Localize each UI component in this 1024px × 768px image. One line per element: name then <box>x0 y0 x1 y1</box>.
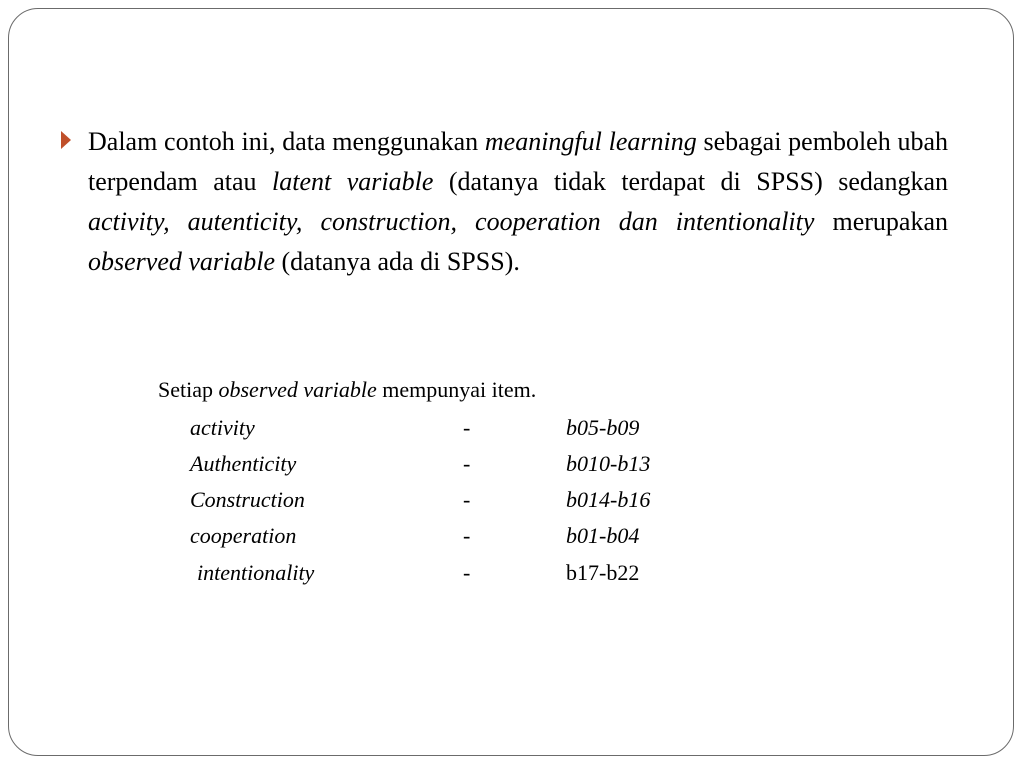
bullet-arrow-icon <box>61 131 71 149</box>
bullet-segment: sebagai pemboleh ubah terpendam atau <box>88 127 948 196</box>
bullet-segment-italic: observed variable <box>88 247 276 276</box>
item-dash: - <box>463 451 471 476</box>
item-name: Construction <box>190 487 305 512</box>
bullet-segment-italic: activity, autenticity, construction, cooperation dan intentionality <box>88 207 815 236</box>
bullet-segment: merupakan <box>814 207 948 236</box>
bullet-segment-italic: latent variable <box>272 167 434 196</box>
items-intro <box>158 374 536 406</box>
item-range: b17-b22 <box>566 560 640 585</box>
bullet-paragraph <box>66 122 948 282</box>
intro-italic: observed variable <box>218 377 377 402</box>
item-name: activity <box>190 415 255 440</box>
item-row <box>0 446 1024 482</box>
item-dash: - <box>463 415 471 440</box>
bullet-segment: (datanya tidak terdapat di SPSS) sedangkan <box>433 167 948 196</box>
item-row <box>0 518 1024 554</box>
intro-prefix: Setiap <box>158 377 219 402</box>
item-name: cooperation <box>190 523 297 548</box>
item-dash: - <box>463 560 471 585</box>
item-range: b010-b13 <box>566 451 651 476</box>
bullet-text <box>88 122 948 282</box>
item-row <box>0 410 1024 446</box>
item-name: Authenticity <box>190 451 297 476</box>
item-dash: - <box>463 487 471 512</box>
item-dash: - <box>463 523 471 548</box>
bullet-segment-italic: meaningful learning <box>484 127 697 156</box>
item-range: b01-b04 <box>566 523 640 548</box>
item-range: b05-b09 <box>566 415 640 440</box>
item-row <box>0 482 1024 518</box>
bullet-segment: (datanya ada di SPSS). <box>275 247 520 276</box>
item-row <box>0 555 1024 591</box>
bullet-segment: Dalam contoh ini, data menggunakan <box>88 127 485 156</box>
item-range: b014-b16 <box>566 487 651 512</box>
intro-suffix: mempunyai item. <box>376 377 537 402</box>
item-name: intentionality <box>197 560 315 585</box>
